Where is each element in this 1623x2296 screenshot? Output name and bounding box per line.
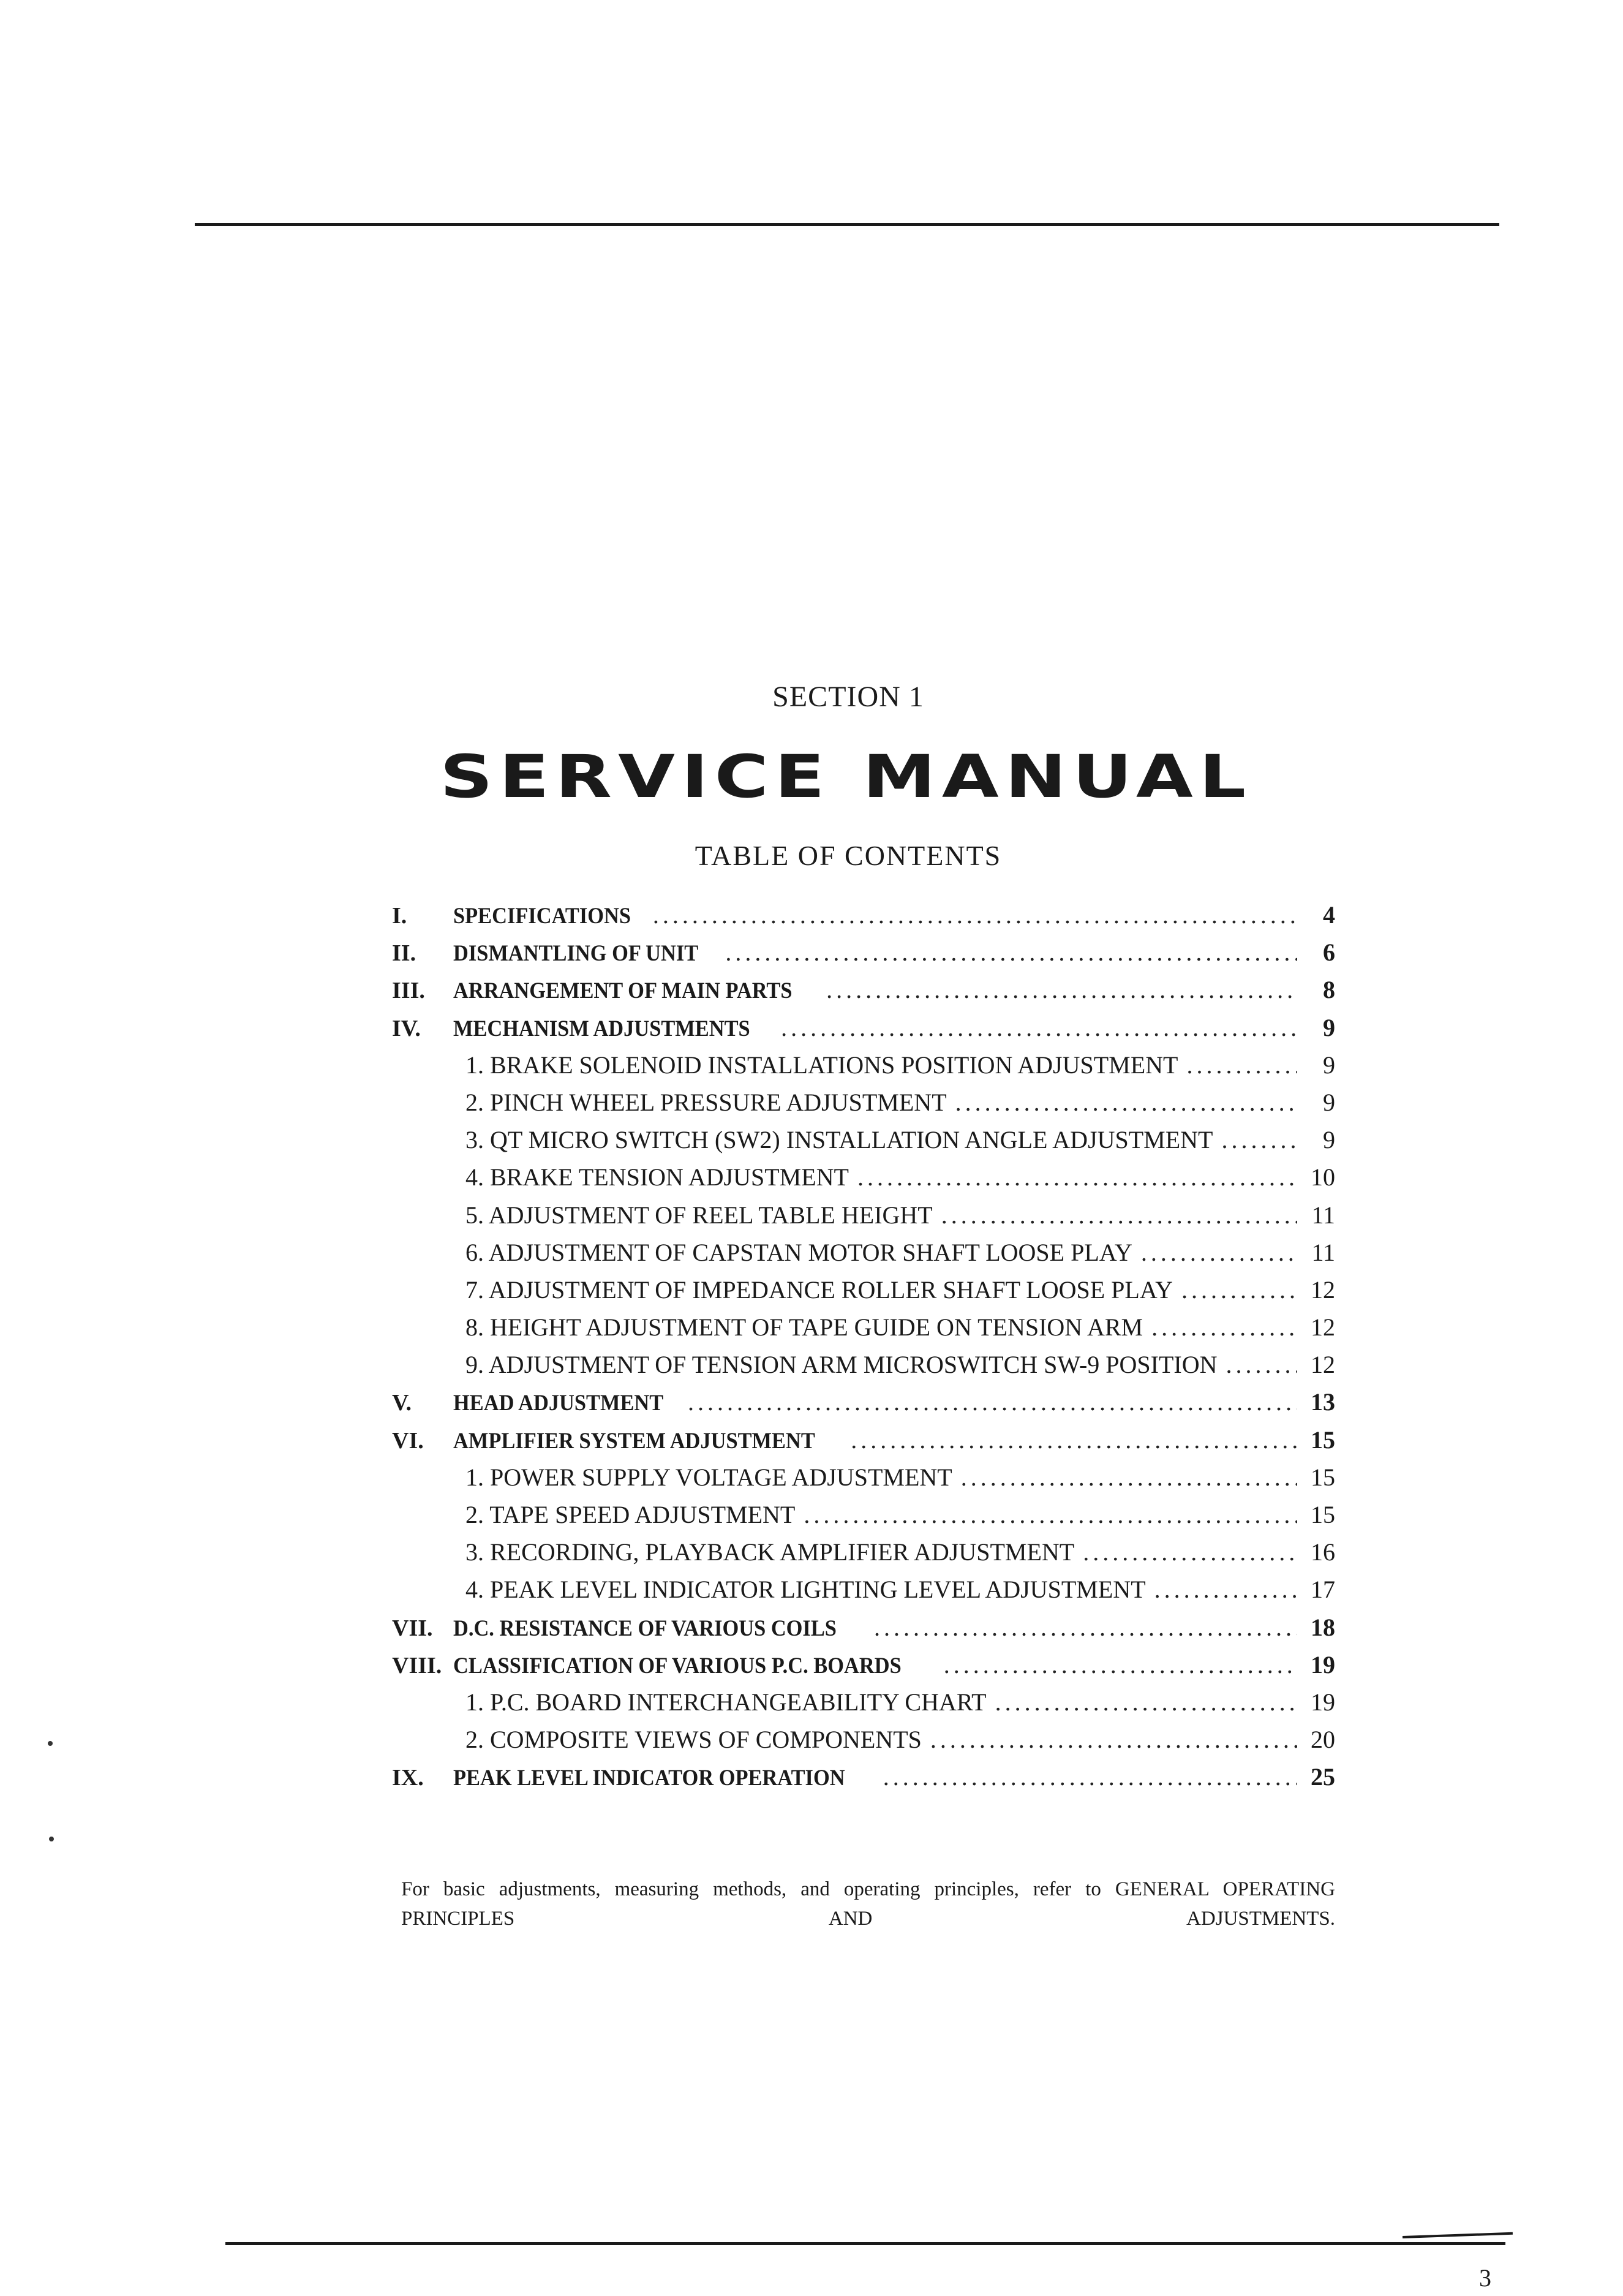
bottom-rule [225,2242,1505,2245]
toc-leader-dots [804,1500,1297,1529]
toc-entry-title: 7. ADJUSTMENT OF IMPEDANCE ROLLER SHAFT LOOSE PLAY [465,1275,1173,1304]
toc-leader-dots [725,938,1297,967]
toc-leader-dots [1141,1238,1297,1267]
toc-entry-numeral: VII. [392,1615,433,1641]
toc-entry-page: 25 [1311,1763,1335,1791]
toc-entry-numeral: V. [392,1390,412,1416]
toc-leader-dots [1221,1125,1297,1154]
toc-entry [392,975,1335,1013]
toc-entry [392,1762,1335,1800]
toc-entry-page: 9 [1323,1088,1335,1116]
toc-entry-page: 15 [1311,1426,1335,1454]
scan-speck [49,1837,54,1841]
toc-entry-title: DISMANTLING OF UNIT [453,941,699,967]
toc-entry-page: 12 [1311,1313,1335,1342]
toc-entry-page: 9 [1323,1051,1335,1079]
toc-entry-title: PEAK LEVEL INDICATOR OPERATION [453,1765,845,1791]
toc-entry [392,1013,1335,1051]
toc-entry-page: 18 [1311,1613,1335,1641]
toc-entry-title: D.C. RESISTANCE OF VARIOUS COILS [453,1615,837,1641]
toc-subentry [392,1313,1335,1350]
toc-entry [392,901,1335,938]
toc-heading: TABLE OF CONTENTS [695,840,1002,871]
toc-subentry [392,1463,1335,1500]
toc-entry-page: 20 [1311,1726,1335,1754]
toc-entry-title: 1. BRAKE SOLENOID INSTALLATIONS POSITION ADJUSTMENT [465,1051,1178,1079]
toc-entry-page: 12 [1311,1275,1335,1304]
toc-entry-title: 2. PINCH WHEEL PRESSURE ADJUSTMENT [465,1088,947,1116]
toc-entry-title: 5. ADJUSTMENT OF REEL TABLE HEIGHT [465,1201,933,1229]
toc-entry-page: 8 [1323,976,1335,1004]
toc-entry-page: 15 [1311,1501,1335,1528]
toc-entry-numeral: IV. [392,1015,421,1041]
toc-entry-page: 17 [1311,1576,1335,1604]
table-of-contents [392,901,1335,1800]
toc-leader-dots [653,901,1297,929]
toc-entry-page: 19 [1311,1688,1335,1716]
toc-subentry [392,1238,1335,1275]
toc-leader-dots [781,1013,1297,1042]
toc-leader-dots [995,1688,1297,1716]
toc-entry-page: 15 [1311,1463,1335,1491]
toc-entry-page: 4 [1323,901,1335,929]
toc-entry-title: CLASSIFICATION OF VARIOUS P.C. BOARDS [453,1653,902,1679]
toc-entry-numeral: IX. [392,1765,424,1791]
toc-leader-dots [1151,1313,1297,1342]
toc-leader-dots [688,1388,1297,1416]
toc-entry-numeral: II. [392,940,416,967]
toc-entry-numeral: VIII. [392,1652,442,1679]
toc-entry-title: 9. ADJUSTMENT OF TENSION ARM MICROSWITCH SW-9 POSITION [465,1351,1218,1379]
section-label: SECTION 1 [772,681,924,713]
toc-entry-page: 9 [1323,1013,1335,1041]
toc-leader-dots [941,1201,1297,1229]
toc-entry-title: ARRANGEMENT OF MAIN PARTS [453,978,793,1004]
toc-entry-title: 2. COMPOSITE VIEWS OF COMPONENTS [465,1726,922,1754]
toc-entry-page: 10 [1311,1163,1335,1191]
toc-leader-dots [826,975,1297,1004]
toc-entry-numeral: III. [392,978,425,1004]
scan-speck [48,1741,53,1746]
toc-leader-dots [930,1725,1297,1754]
toc-entry [392,1613,1335,1650]
toc-entry-title: HEAD ADJUSTMENT [453,1391,664,1416]
toc-entry [392,1388,1335,1425]
toc-leader-dots [1154,1575,1297,1604]
toc-subentry [392,1725,1335,1762]
toc-entry-title: 1. POWER SUPPLY VOLTAGE ADJUSTMENT [465,1463,952,1491]
toc-subentry [392,1051,1335,1088]
toc-subentry [392,1088,1335,1125]
toc-subentry [392,1500,1335,1538]
toc-entry-page: 6 [1323,938,1335,967]
toc-entry-page: 16 [1311,1538,1335,1566]
toc-entry-title: 4. BRAKE TENSION ADJUSTMENT [465,1163,849,1191]
toc-subentry [392,1201,1335,1238]
toc-leader-dots [1181,1275,1297,1304]
toc-entry [392,1650,1335,1688]
toc-leader-dots [955,1088,1297,1117]
toc-entry-page: 13 [1311,1388,1335,1416]
toc-leader-dots [944,1650,1297,1679]
toc-subentry [392,1275,1335,1313]
toc-entry-page: 9 [1323,1126,1335,1154]
toc-subentry [392,1163,1335,1200]
bottom-rule-tail [1403,2232,1513,2238]
toc-entry-title: 8. HEIGHT ADJUSTMENT OF TAPE GUIDE ON TENSION ARM [465,1313,1143,1342]
toc-entry-title: MECHANISM ADJUSTMENTS [453,1016,750,1041]
toc-entry-title: AMPLIFIER SYSTEM ADJUSTMENT [453,1428,815,1454]
toc-entry-page: 11 [1311,1201,1335,1229]
toc-entry-numeral: I. [392,903,407,929]
toc-leader-dots [883,1762,1297,1791]
toc-subentry [392,1538,1335,1575]
toc-entry-title: 3. QT MICRO SWITCH (SW2) INSTALLATION ANGLE ADJUSTMENT [465,1126,1213,1154]
toc-entry-title: 6. ADJUSTMENT OF CAPSTAN MOTOR SHAFT LOOSE PLAY [465,1238,1132,1266]
toc-leader-dots [857,1163,1297,1191]
toc-subentry [392,1125,1335,1163]
toc-leader-dots [1186,1051,1297,1079]
toc-entry [392,1426,1335,1463]
toc-entry-title: 3. RECORDING, PLAYBACK AMPLIFIER ADJUSTMENT [465,1538,1075,1566]
toc-entry-title: 4. PEAK LEVEL INDICATOR LIGHTING LEVEL ADJUSTMENT [465,1576,1146,1604]
toc-entry [392,938,1335,975]
toc-subentry [392,1350,1335,1388]
toc-leader-dots [851,1426,1297,1454]
toc-leader-dots [1083,1538,1297,1566]
toc-leader-dots [874,1613,1297,1642]
toc-leader-dots [961,1463,1297,1492]
toc-entry-page: 11 [1311,1238,1335,1266]
toc-subentry [392,1575,1335,1612]
page-number: 3 [1479,2264,1491,2292]
toc-subentry [392,1688,1335,1725]
page-title: SERVICE MANUAL [440,742,1252,811]
toc-entry-title: SPECIFICATIONS [453,904,631,929]
toc-entry-title: 2. TAPE SPEED ADJUSTMENT [465,1501,796,1528]
reference-note: For basic adjustments, measuring methods, and operating principles, refer to GENERAL OPERATING PRINCIPLES AND ADJUSTMENTS. [401,1878,1335,1930]
toc-entry-page: 12 [1311,1351,1335,1379]
toc-entry-page: 19 [1311,1650,1335,1679]
toc-leader-dots [1226,1350,1297,1379]
toc-entry-numeral: VI. [392,1427,424,1454]
top-rule [195,223,1499,226]
toc-entry-title: 1. P.C. BOARD INTERCHANGEABILITY CHART [465,1688,987,1716]
